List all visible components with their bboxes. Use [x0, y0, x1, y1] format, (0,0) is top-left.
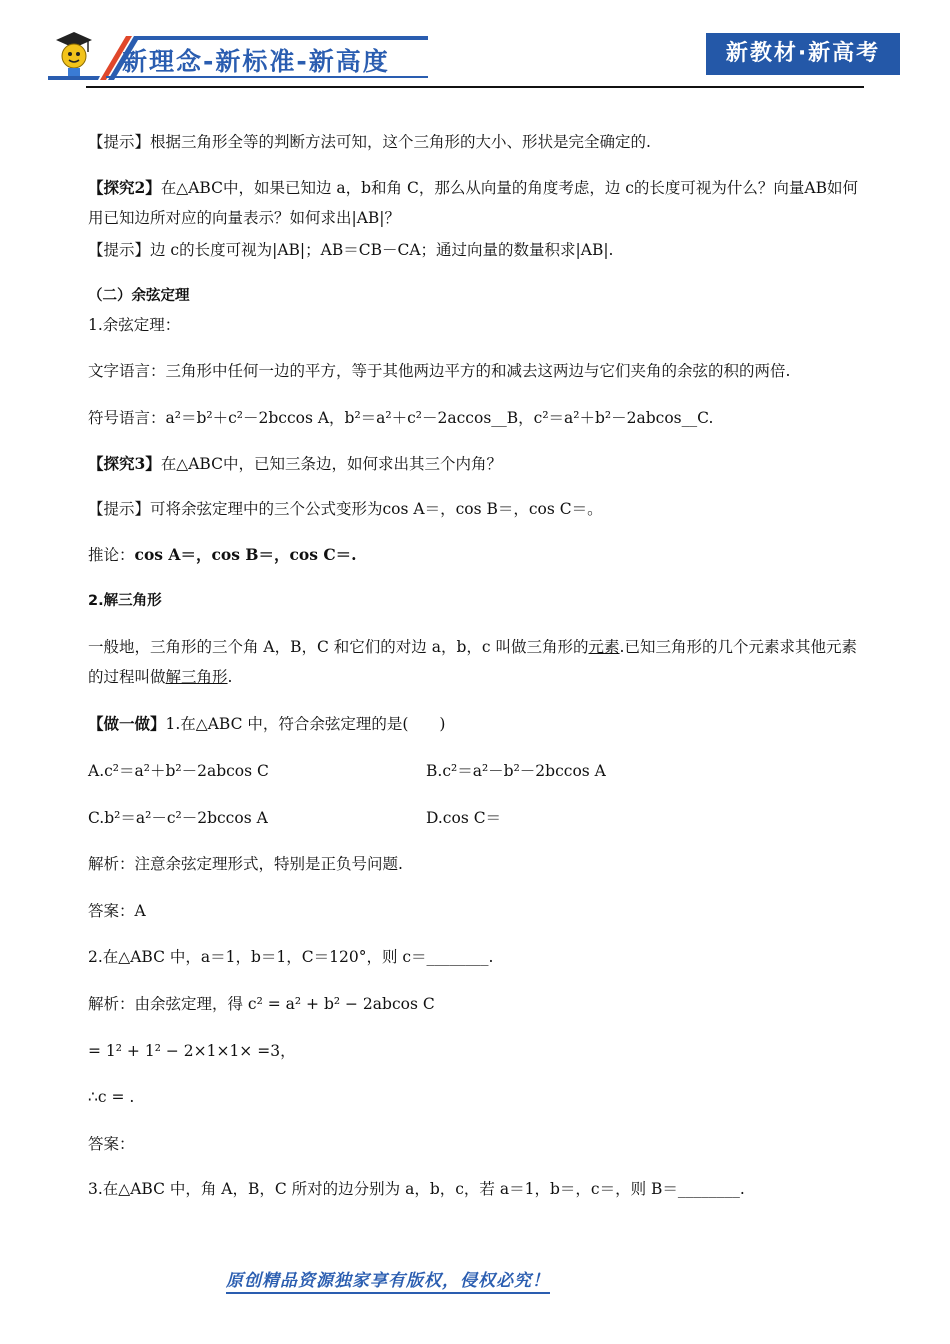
option-a: A.c²＝a²＋b²－2abcos C — [88, 762, 269, 780]
term-solve-triangle: 解三角形 — [165, 668, 228, 686]
explore-3-body: 在△ABC中，已知三条边，如何求出其三个内角？ — [160, 455, 502, 473]
definition-part-2: .已知三角形的几个元素求其他元素的过程叫做 — [88, 638, 857, 686]
explore-2 — [88, 173, 868, 233]
hint-3: 【提示】可将余弦定理中的三个公式变形为cos A＝，cos B＝，cos C＝。 — [88, 500, 603, 518]
explore-2-tag: 【探究2】 — [88, 178, 161, 197]
option-d: D.cos C＝ — [426, 809, 502, 827]
explore-3 — [88, 453, 502, 475]
corollary-formulas: cos A＝，cos B＝，cos C＝. — [134, 545, 357, 564]
solve-triangle-definition — [88, 632, 868, 692]
cosine-law-text: 文字语言：三角形中任何一边的平方，等于其他两边平方的和减去这两边与它们夹角的余弦的积的两倍. — [88, 362, 791, 380]
option-c: C.b²＝a²－c²－2bccos A — [88, 809, 268, 827]
option-b: B.c²＝a²－b²－2bccos A — [426, 762, 606, 780]
exercise-1 — [88, 713, 445, 735]
exercise-1-question: 1.在△ABC 中，符合余弦定理的是( ) — [165, 715, 446, 733]
corollary — [88, 544, 357, 566]
analysis-1: 解析：注意余弦定理形式，特别是正负号问题. — [88, 855, 403, 873]
term-elements: 元素 — [588, 638, 620, 656]
exercise-2-question: 2.在△ABC 中，a＝1，b＝1，C＝120°，则 c＝________. — [88, 948, 494, 966]
corollary-label: 推论： — [88, 546, 135, 564]
definition-end: . — [227, 668, 233, 686]
answer-1: 答案：A — [88, 902, 146, 920]
header-divider — [86, 86, 864, 88]
analysis-2: 解析：由余弦定理，得 c² = a² + b² − 2abcos C — [88, 995, 435, 1013]
cosine-law-title: 1.余弦定理： — [88, 316, 181, 334]
hint-2: 【提示】边 c的长度可视为|AB|；AB＝CB－CA；通过向量的数量积求|AB|. — [88, 241, 614, 259]
page-header — [0, 0, 950, 90]
analysis-2-step: = 1² + 1² − 2×1×1× =3， — [88, 1042, 296, 1060]
analysis-2-result: ∴c = . — [88, 1088, 135, 1106]
section-heading-cosine: （二）余弦定理 — [88, 288, 190, 304]
hint-1: 【提示】根据三角形全等的判断方法可知，这个三角形的大小、形状是完全确定的. — [88, 133, 651, 151]
exercise-3-question: 3.在△ABC 中，角 A，B，C 所对的边分别为 a，b，c，若 a＝1，b＝，c＝，则 B＝________. — [88, 1180, 745, 1198]
explore-3-tag: 【探究3】 — [88, 454, 161, 473]
header-slogan: 新理念-新标准-新高度 — [122, 47, 390, 76]
answer-2: 答案： — [88, 1135, 135, 1153]
explore-2-body: 在△ABC中，如果已知边 a，b和角 C，那么从向量的角度考虑，边 c的长度可视为什么？向量AB如何用已知边所对应的向量表示？如何求出|AB|？ — [88, 179, 859, 227]
definition-part-1: 一般地，三角形的三个角 A，B，C 和它们的对边 a，b，c 叫做三角形的 — [88, 638, 589, 656]
copyright-footer: 原创精品资源独家享有版权，侵权必究！ — [226, 1266, 550, 1294]
header-badge: 新教材·新高考 — [706, 33, 900, 75]
exercise-tag: 【做一做】 — [88, 714, 166, 733]
solve-triangle-heading: 2.解三角形 — [88, 593, 162, 609]
cosine-law-symbols: 符号语言：a²＝b²＋c²－2bccos A，b²＝a²＋c²－2accos__B，c²＝a²＋b²－2abcos__C. — [88, 409, 714, 427]
